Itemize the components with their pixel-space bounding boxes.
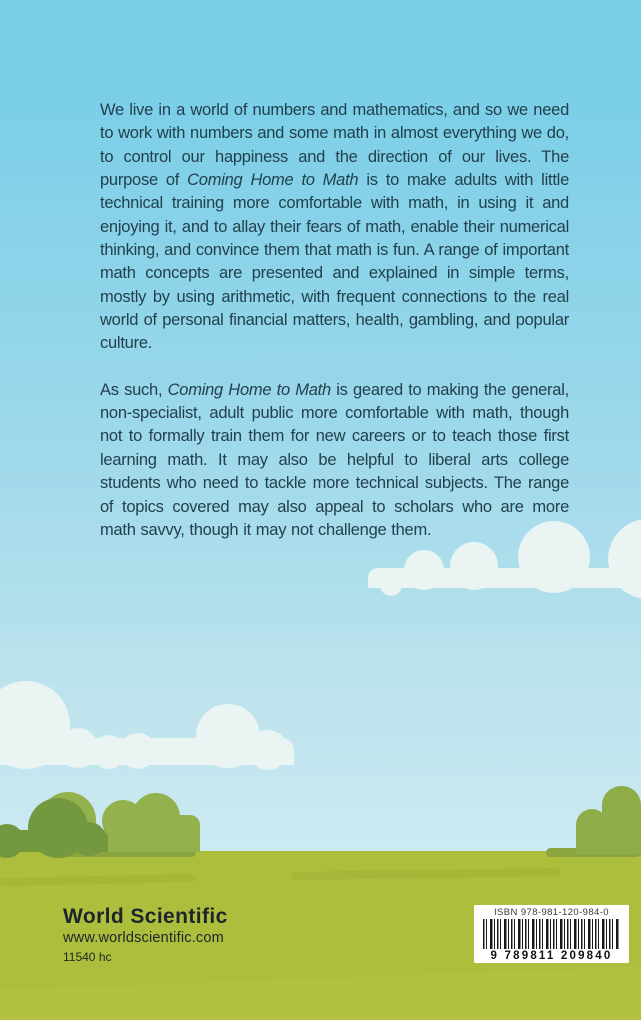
publisher-name: World Scientific (63, 905, 228, 928)
back-cover-blurb (100, 99, 569, 542)
isbn-barcode (474, 905, 629, 963)
publisher-block (63, 906, 228, 964)
cloud-base (368, 568, 641, 588)
isbn-label: ISBN 978-981-120-984-0 (494, 907, 609, 918)
blurb-paragraph-1 (100, 99, 569, 356)
text-segment: As such, (100, 380, 168, 399)
text-segment: is to make adults with little technical training more comfortable with math, in using it and enjoying it, and to allay their fears of math, enable their numerical thinking, and convince them that math is fun. A range of important math concepts are presented and explained in simple terms, mostly by using arithmetic, with frequent connections to the real world of personal financial matters, health, gambling, and popular culture. (100, 171, 569, 353)
bush-light-base (108, 815, 200, 852)
cloud-base (0, 738, 294, 765)
barcode-bars (483, 919, 620, 949)
text-segment: We live in a world of numbers and mathematics, and so we need to work with numbers and some math in almost everything we do, to control our happiness and the direction of our lives. The purpose of (100, 101, 569, 190)
blurb-paragraph-2 (100, 379, 569, 542)
bush-lobe-tall (602, 786, 641, 855)
text-segment: Coming Home to Math (167, 380, 331, 399)
publisher-website: www.worldscientific.com (63, 930, 224, 946)
bush-dark-base (0, 830, 118, 852)
publisher-stock-code: 11540 hc (63, 950, 112, 964)
text-segment: is geared to making the general, non-specialist, adult public more comfortable with math, though not to formally train them for new careers or to teach those first learning math. It may also be helpful to liberal arts college students who need to tackle more technical subjects. The range of topics covered may also appeal to scholars who are more math savvy, though it may not challenge them. (100, 380, 569, 539)
text-segment: Coming Home to Math (187, 171, 359, 190)
barcode-digits: 9 789811 209840 (490, 950, 613, 962)
